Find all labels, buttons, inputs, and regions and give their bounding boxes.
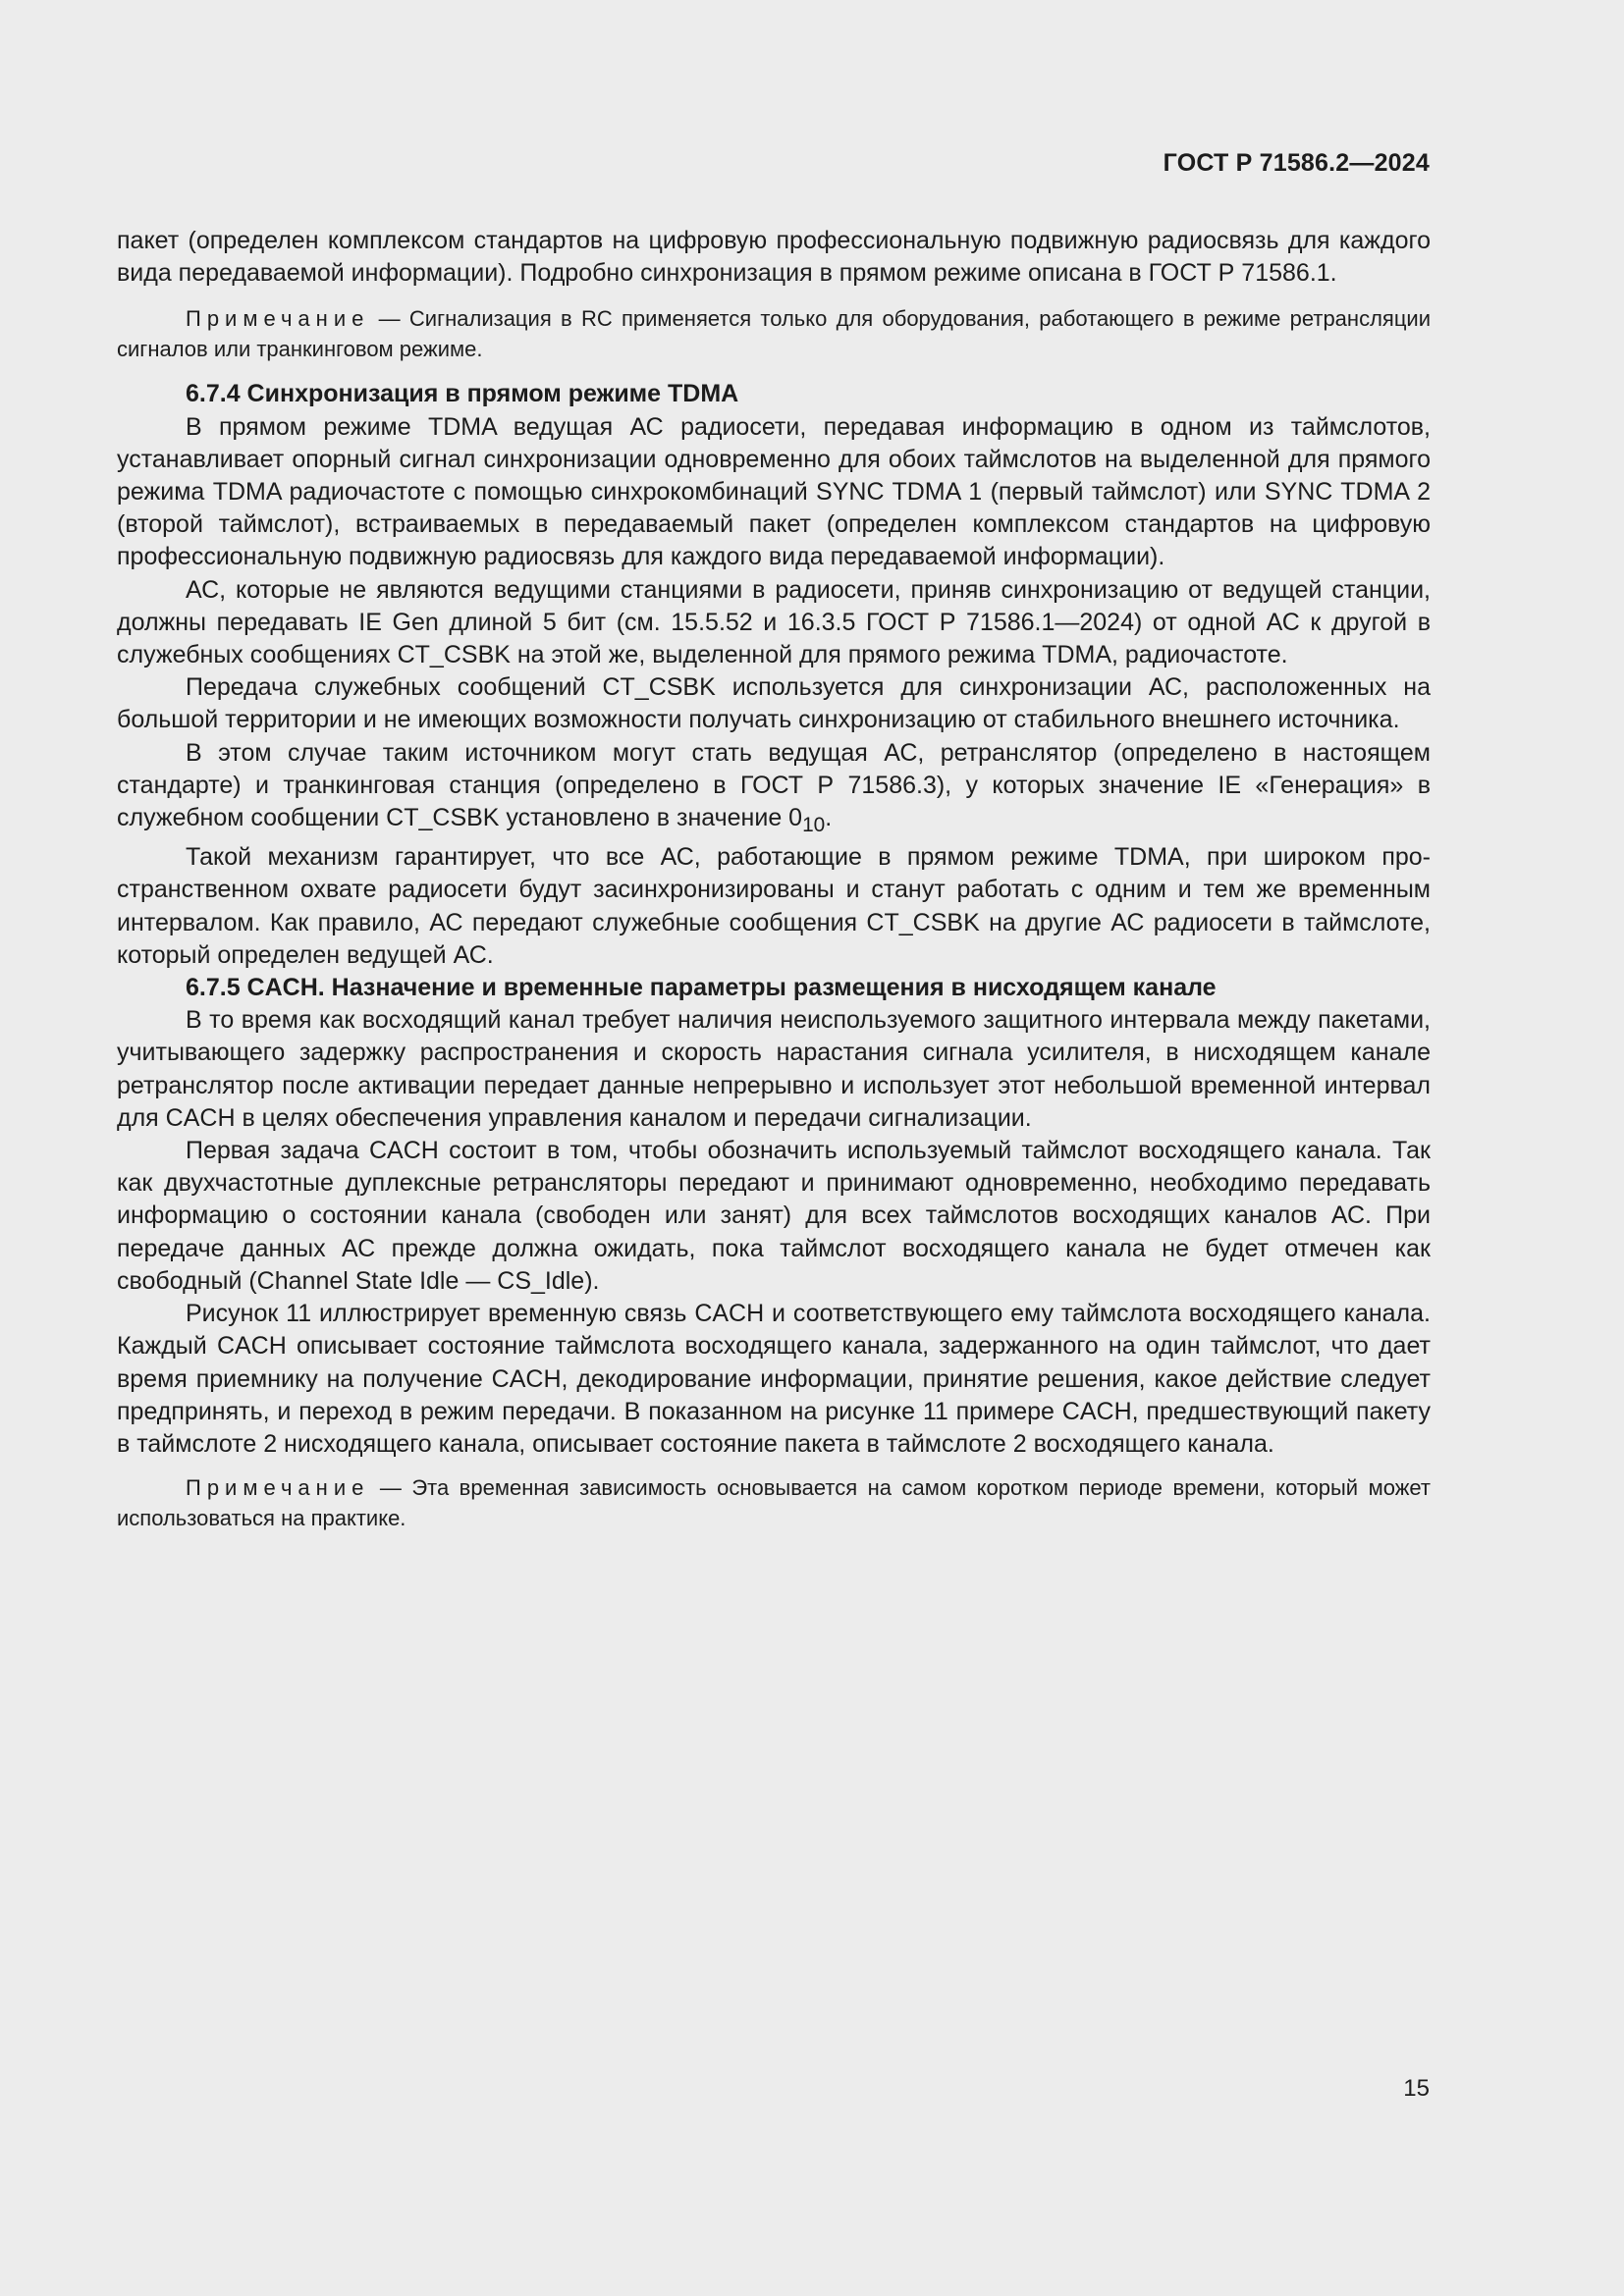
paragraph-6-7-4-5: Такой механизм гарантирует, что все АС, работающие в прямом режиме TDMA, при широком пространственном охвате радиосети будут засинхронизированы и станут работать с одним и тем же временным интервалом. Как правило, АС передают служебные сообщения CT_CSBK на другие АС радиосети в таймслоте, который определен ведущей АС. xyxy=(117,843,1431,969)
note-label: Примечание xyxy=(186,1475,370,1501)
paragraph-end: . xyxy=(825,804,833,832)
paragraph-6-7-4-3: Передача служебных сообщений CT_CSBK используется для синхронизации АС, расположенных на большой территории и не имеющих возможности получать синхронизацию от стабильного внешнего источника. xyxy=(117,673,1431,734)
note-dash: — xyxy=(369,1475,412,1501)
paragraph-text: В этом случае таким источником могут стать ведущая АС, ретранслятор (определено в настоящем стандарте) и транкинговая станция (определено в ГОСТ Р 71586.3), у которых значение IE «Генерация» в служебном сообщении CT_CSBK установлено в значение 0 xyxy=(117,738,1431,832)
document-body xyxy=(117,225,1431,1547)
paragraph-6-7-5-3: Рисунок 11 иллюстрирует временную связь CACH и соответствующего ему таймслота восходящего канала. Каждый CACH описывает состояние таймслота восходящего канала, задержанного на один таймслот, что дает время приемнику на получение CACH, декодирование информации, принятие решения, какое действие следует предпринять, и переход в режим передачи. В показанном на рисунке 11 примере CACH, предшествующий пакету в таймслоте 2 нисходящего канала, описывает состояние пакета в таймслоте 2 восходящего канала. xyxy=(117,1300,1431,1458)
note-text: Сигнализация в RC применяется только для оборудования, работающего в режиме ретрансляции сигналов или транкинговом режиме. xyxy=(117,306,1431,362)
note-text: Эта временная зависимость основывается на самом коротком периоде времени, который может использоваться на практике. xyxy=(117,1475,1431,1531)
section-heading-6-7-4: 6.7.4 Синхронизация в прямом режиме TDMA xyxy=(186,380,739,408)
note-2 xyxy=(117,1472,1431,1533)
page-number: 15 xyxy=(1403,2075,1430,2102)
note-1 xyxy=(117,303,1431,364)
paragraph-6-7-5-2: Первая задача CACH состоит в том, чтобы обозначить используемый таймслот восходящего канала. Так как двухчастотные дуплексные ретрансляторы передают и принимают одновременно, необходимо передавать информацию о состоянии канала (свободен или занят) для всех таймслотов восходящих каналов АС. При передаче данных АС прежде должна ожидать, пока таймслот восходящего канала не будет отмечен как свободный (Channel State Idle — CS_Idle). xyxy=(117,1137,1431,1295)
paragraph-6-7-4-4 xyxy=(117,737,1431,842)
section-heading-6-7-5: 6.7.5 CACH. Назначение и временные параметры размещения в нисходящем канале xyxy=(186,974,1217,1002)
subscript-base: 10 xyxy=(802,814,826,837)
paragraph-6-7-5-1: В то время как восходящий канал требует наличия неиспользуемого защитного интервала между пакетами, учитывающего задержку распространения и скорость нарастания сигнала усилителя, в нисходящем канале ретранслятор после активации передает данные непрерывно и использует этот небольшой временной интервал для CACH в целях обеспечения управления каналом и передачи сигнализации. xyxy=(117,1006,1431,1132)
paragraph-intro: пакет (определен комплексом стандартов на цифровую профессиональную подвижную радиосвязь для каждого вида передаваемой информации). Подробно синхронизация в прямом режиме описана в ГОСТ Р 71586.1. xyxy=(117,227,1431,288)
paragraph-6-7-4-2: АС, которые не являются ведущими станциями в радиосети, приняв синхронизацию от ведущей станции, должны передавать IE Gen длиной 5 бит (см. 15.5.52 и 16.3.5 ГОСТ Р 71586.1—2024) от одной АС к другой в служебных сообщениях CT_CSBK на этой же, выделенной для прямого режима TDMA, радиочастоте. xyxy=(117,575,1431,669)
paragraph-6-7-4-1: В прямом режиме TDMA ведущая АС радиосети, передавая информацию в одном из таймслотов, устанавливает опорный сигнал синхронизации одновременно для обоих таймслотов на выделенной для прямого режима TDMA радиочастоте с помощью синхрокомбинаций SYNC TDMA 1 (первый таймслот) или SYNC TDMA 2 (второй таймслот), встраиваемых в передаваемый пакет (определен комплексом стандартов на цифровую профессиональную подвижную радиосвязь для каждого вида передаваемой информации). xyxy=(117,412,1431,571)
note-dash: — xyxy=(369,306,409,332)
document-header: ГОСТ Р 71586.2—2024 xyxy=(1163,149,1430,177)
note-label: Примечание xyxy=(186,306,370,332)
